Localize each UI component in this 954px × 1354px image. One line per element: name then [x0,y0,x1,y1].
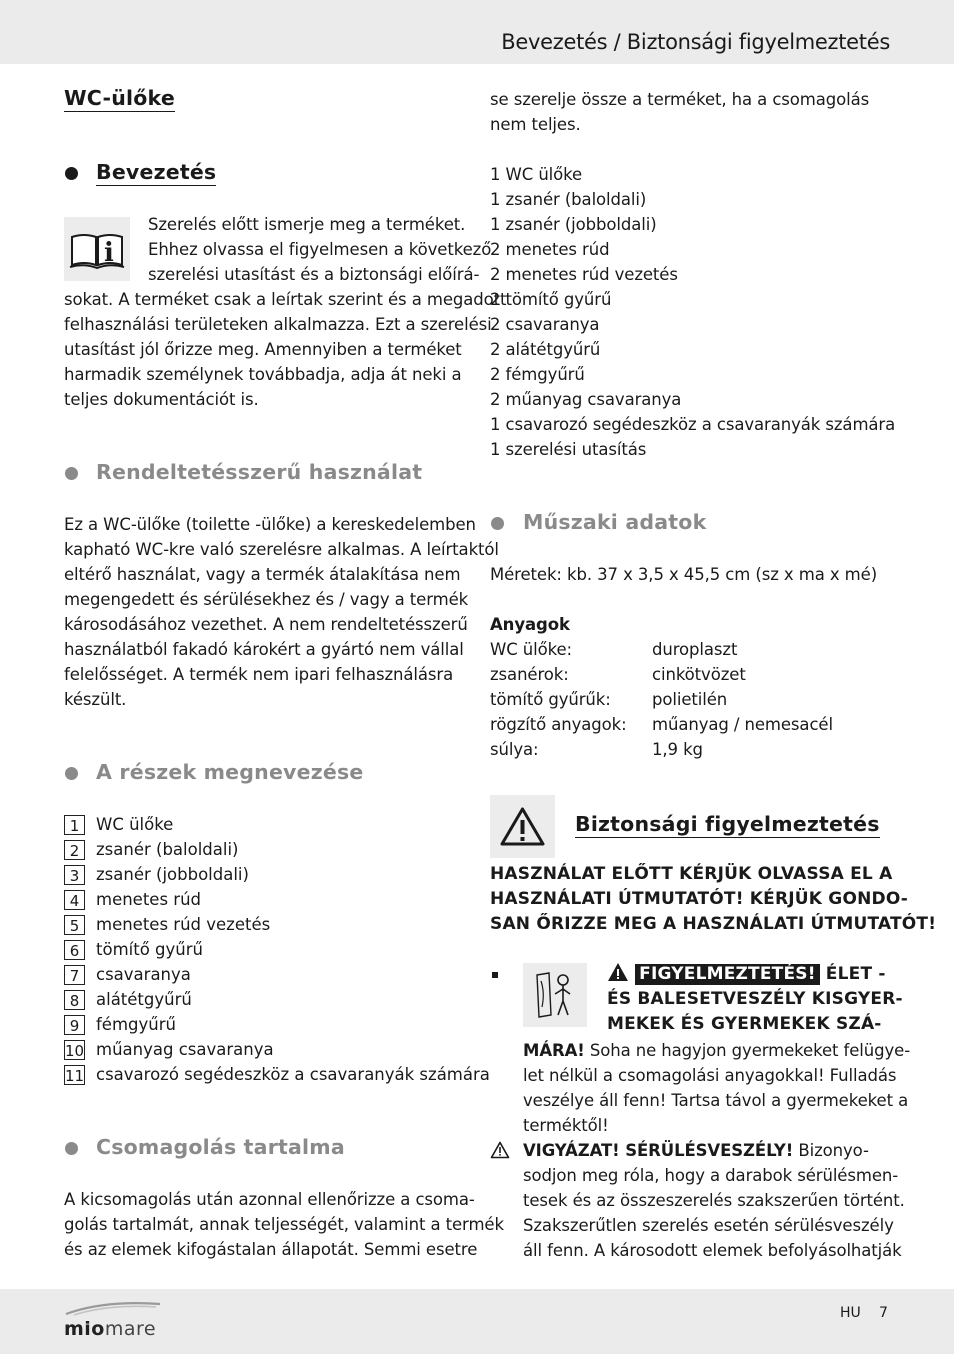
page-header-band [0,0,954,64]
warning-text-line: let nélkül a csomagolási anyagokkal! Fulladás [523,1066,897,1085]
material-key: WC ülőke: [490,640,572,659]
part-label: menetes rúd vezetés [96,915,271,934]
tech-data-heading: Műszaki adatok [523,510,707,534]
child-with-bag-icon [523,963,587,1027]
svg-text:i: i [104,238,114,268]
contents-item: 1 csavarozó segédeszköz a csavaranyák számára [490,415,896,434]
contents-item: 1 zsanér (jobboldali) [490,215,657,234]
warning-line-bold: MÁRA! [523,1041,585,1060]
contents-item: 2 fémgyűrű [490,365,585,384]
contents-item: 2 csavaranya [490,315,600,334]
part-number-box: 11 [65,1067,85,1085]
warning-text-line: terméktől! [523,1116,609,1135]
part-number-box: 1 [64,815,85,835]
material-value: polietilén [652,690,728,709]
safety-caps-line: HASZNÁLATI ÚTMUTATÓT! KÉRJÜK GONDO- [490,889,909,909]
use-text-line: Ez a WC-ülőke (toilette -ülőke) a kereskedelemben [64,515,476,534]
logo-text-bold: mio [64,1318,105,1340]
package-text-line: és az elemek kifogástalan állapotát. Semmi esetre [64,1240,478,1259]
part-label: csavarozó segédeszköz a csavaranyák számára [96,1065,490,1084]
part-number-box: 5 [64,915,85,935]
material-key: tömítő gyűrűk: [490,690,611,709]
warning-line: MEKEK ÉS GYERMEKEK SZÁ- [607,1014,882,1034]
caution-text-line: Szakszerűtlen szerelés esetén sérülésveszély [523,1216,894,1235]
warning-label-badge: FIGYELMEZTETÉS! [635,964,820,985]
caution-triangle-icon [490,1141,510,1163]
part-number-box: 2 [64,840,85,860]
contents-item: 2 műanyag csavaranya [490,390,682,409]
page-number: 7 [879,1305,888,1321]
part-number-box: 6 [64,940,85,960]
intro-heading: Bevezetés [96,160,217,184]
materials-heading: Anyagok [490,615,570,634]
bullet-square-icon [492,972,498,978]
use-text-line: károsodásához vezethet. A nem rendeltetésszerű [64,615,468,634]
part-number-box: 3 [64,865,85,885]
intro-text-line: Ehhez olvassa el figyelmesen a következő [148,240,492,259]
part-label: fémgyűrű [96,1015,176,1034]
contents-item: 1 WC ülőke [490,165,583,184]
material-key: rögzítő anyagok: [490,715,627,734]
intro-text-line: Szerelés előtt ismerje meg a terméket. [148,215,466,234]
caution-tail: Bizonyo- [793,1141,869,1160]
material-key: súlya: [490,740,539,759]
package-heading: Csomagolás tartalma [96,1135,345,1159]
material-key: zsanérok: [490,665,569,684]
part-number-box: 4 [64,890,85,910]
part-number-box: 7 [64,965,85,985]
package-text-line: nem teljes. [490,115,581,134]
use-text-line: eltérő használat, vagy a termék átalakítása nem [64,565,461,584]
material-value: 1,9 kg [652,740,703,759]
material-value: műanyag / nemesacél [652,715,833,734]
contents-item: 2 menetes rúd [490,240,610,259]
part-label: tömítő gyűrű [96,940,203,959]
part-number-box: 8 [64,990,85,1010]
use-text-line: használatból fakadó károkért a gyártó nem vállal [64,640,464,659]
part-number-box: 10 [65,1042,85,1060]
warning-text-line: veszélye áll fenn! Tartsa távol a gyermekeket a [523,1091,909,1110]
caution-text-line: áll fenn. A károsodott elemek befolyásolhatják [523,1241,902,1260]
product-title: WC-ülőke [64,86,175,110]
caution-text-line: tesek és az összeszerelés szakszerűen történt. [523,1191,905,1210]
warning-line: ÉS BALESETVESZÉLY KISGYER- [607,989,903,1009]
dimensions-text: Méretek: kb. 37 x 3,5 x 45,5 cm (sz x ma x mé) [490,565,878,584]
material-value: duroplaszt [652,640,738,659]
safety-caps-line: SAN ŐRIZZE MEG A HASZNÁLATI ÚTMUTATÓT! [490,914,937,934]
logo-swoosh-icon [64,1298,164,1318]
use-text-line: kapható WC-kre való szerelésre alkalmas. A leírtaktól [64,540,499,559]
intro-text-line: felhasználási területeken alkalmazza. Ezt a szerelési [64,315,492,334]
use-text-line: megengedett és sérülésekhez és / vagy a termék [64,590,469,609]
page-header-title: Bevezetés / Biztonsági figyelmeztetés [501,30,890,54]
part-label: WC ülőke [96,815,174,834]
miomare-logo [64,1302,164,1342]
material-value: cinkötvözet [652,665,746,684]
safety-caps-line: HASZNÁLAT ELŐTT KÉRJÜK OLVASSA EL A [490,864,893,884]
intended-use-heading: Rendeltetésszerű használat [96,460,423,484]
safety-heading: Biztonsági figyelmeztetés [575,812,880,836]
part-label: zsanér (jobboldali) [96,865,249,884]
intro-text-line: szerelési utasítást és a biztonsági előírá- [148,265,480,284]
contents-item: 1 szerelési utasítás [490,440,647,459]
package-text-line: golás tartalmát, annak teljességét, valamint a termék [64,1215,504,1234]
intro-text-line: utasítást jól őrizze meg. Amennyiben a terméket [64,340,462,359]
info-book-icon [64,217,130,281]
warning-triangle-icon [490,795,555,858]
part-label: zsanér (baloldali) [96,840,239,859]
use-text-line: felelősséget. A termék nem ipari felhasználásra [64,665,454,684]
part-label: menetes rúd [96,890,202,909]
use-text-line: készült. [64,690,127,709]
package-text-line: se szerelje össze a terméket, ha a csomagolás [490,90,870,109]
bullet-dot-icon [65,467,78,480]
package-text-line: A kicsomagolás után azonnal ellenőrizze a csoma- [64,1190,475,1209]
bullet-dot-icon [65,1142,78,1155]
part-number-box: 9 [64,1015,85,1035]
part-label: alátétgyűrű [96,990,192,1009]
parts-heading: A részek megnevezése [96,760,364,784]
bullet-dot-icon [491,517,504,530]
warning-line [523,1038,910,1063]
intro-text-line: harmadik személynek továbbadja, adja át neki a [64,365,462,384]
intro-text-line: teljes dokumentációt is. [64,390,259,409]
contents-item: 2 menetes rúd vezetés [490,265,678,284]
part-label: csavaranya [96,965,191,984]
part-label: műanyag csavaranya [96,1040,274,1059]
warning-line-rest: Soha ne hagyjon gyermekeket felügye- [584,1041,911,1060]
bullet-dot-icon [65,167,78,180]
language-code: HU [840,1305,861,1321]
warning-line [607,962,886,988]
intro-text-line: sokat. A terméket csak a leírtak szerint és a megadott [64,290,507,309]
contents-item: 2 tömítő gyűrű [490,290,612,309]
bullet-dot-icon [65,767,78,780]
caution-line [523,1138,869,1163]
contents-item: 2 alátétgyűrű [490,340,601,359]
warning-mini-icon [607,964,635,984]
logo-text-light: mare [104,1318,157,1340]
contents-item: 1 zsanér (baloldali) [490,190,647,209]
caution-text-line: sodjon meg róla, hogy a darabok sérülésmen- [523,1166,899,1185]
caution-bold: VIGYÁZAT! SÉRÜLÉSVESZÉLY! [523,1141,794,1160]
warning-line-tail: ÉLET - [819,964,886,984]
